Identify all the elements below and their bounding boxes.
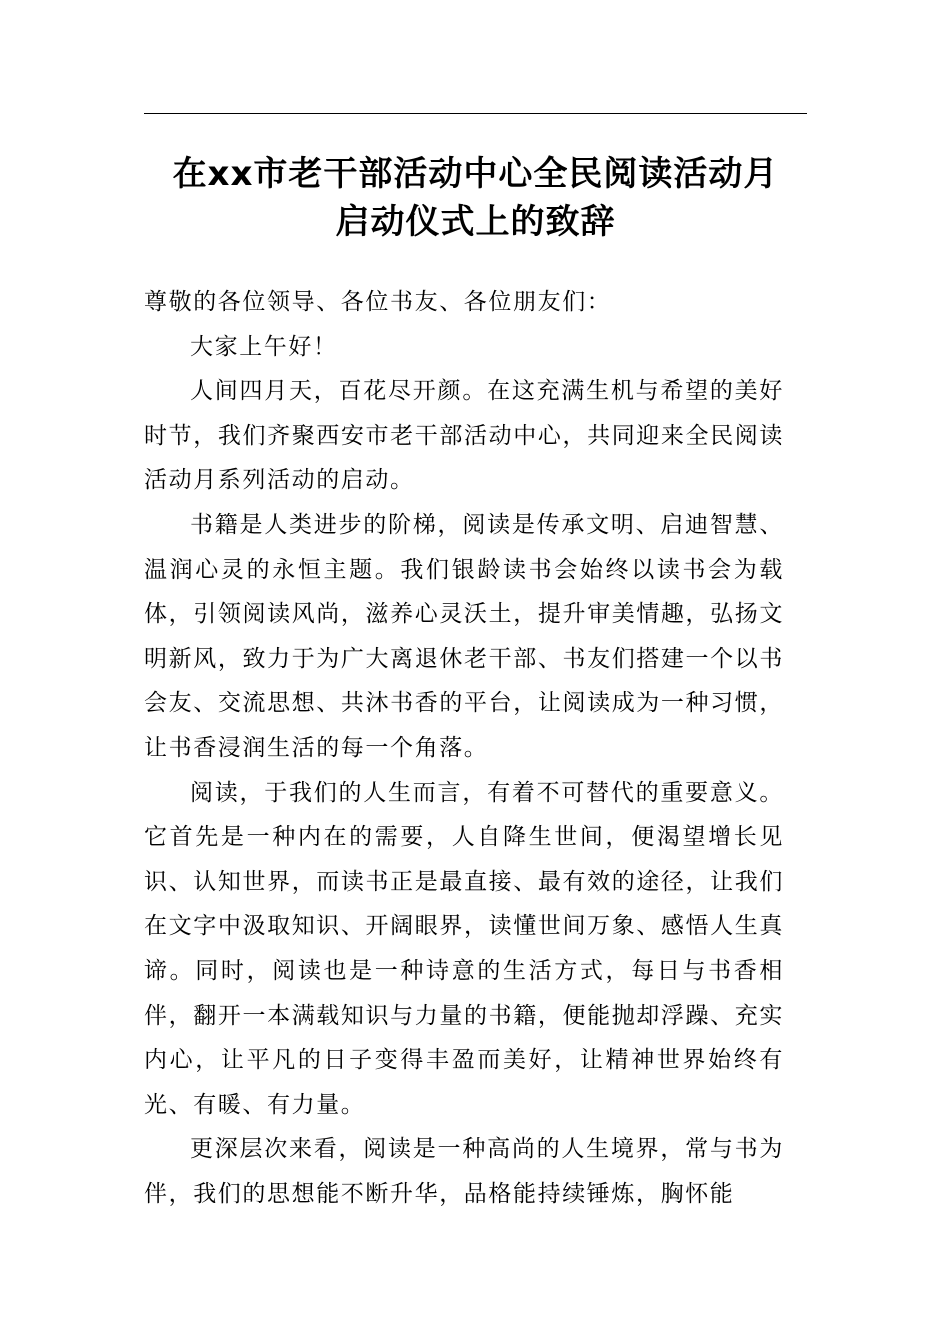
title-line-1: 在xx市老干部活动中心全民阅读活动月 xyxy=(172,154,779,194)
title-line-2: 启动仪式上的致辞 xyxy=(335,202,616,242)
salutation: 尊敬的各位领导、各位书友、各位朋友们： xyxy=(144,289,612,315)
paragraph: 更深层次来看，阅读是一种高尚的人生境界，常与书为伴，我们的思想能不断升华，品格能持续锤炼，胸怀能 xyxy=(144,1136,784,1207)
document-title xyxy=(144,150,807,246)
header-rule xyxy=(144,113,807,114)
paragraph: 人间四月天，百花尽开颜。在这充满生机与希望的美好时节，我们齐聚西安市老干部活动中心，共同迎来全民阅读活动月系列活动的启动。 xyxy=(144,378,784,494)
paragraph: 书籍是人类进步的阶梯，阅读是传承文明、启迪智慧、温润心灵的永恒主题。我们银龄读书会始终以读书会为载体，引领阅读风尚，滋养心灵沃土，提升审美情趣，弘扬文明新风，致力于为广大离退休老干部、书友们搭建一个以书会友、交流思想、共沐书香的平台，让阅读成为一种习惯，让书香浸润生活的每一个角落。 xyxy=(144,511,784,761)
document-body xyxy=(144,280,784,1216)
greeting: 大家上午好！ xyxy=(190,333,338,360)
paragraph: 阅读，于我们的人生而言，有着不可替代的重要意义。它首先是一种内在的需要，人自降生世间，便渴望增长见识、认知世界，而读书正是最直接、最有效的途径，让我们在文字中汲取知识、开阔眼界，读懂世间万象、感悟人生真谛。同时，阅读也是一种诗意的生活方式，每日与书香相伴，翻开一本满载知识与力量的书籍，便能抛却浮躁、充实内心，让平凡的日子变得丰盈而美好，让精神世界始终有光、有暖、有力量。 xyxy=(144,779,784,1118)
